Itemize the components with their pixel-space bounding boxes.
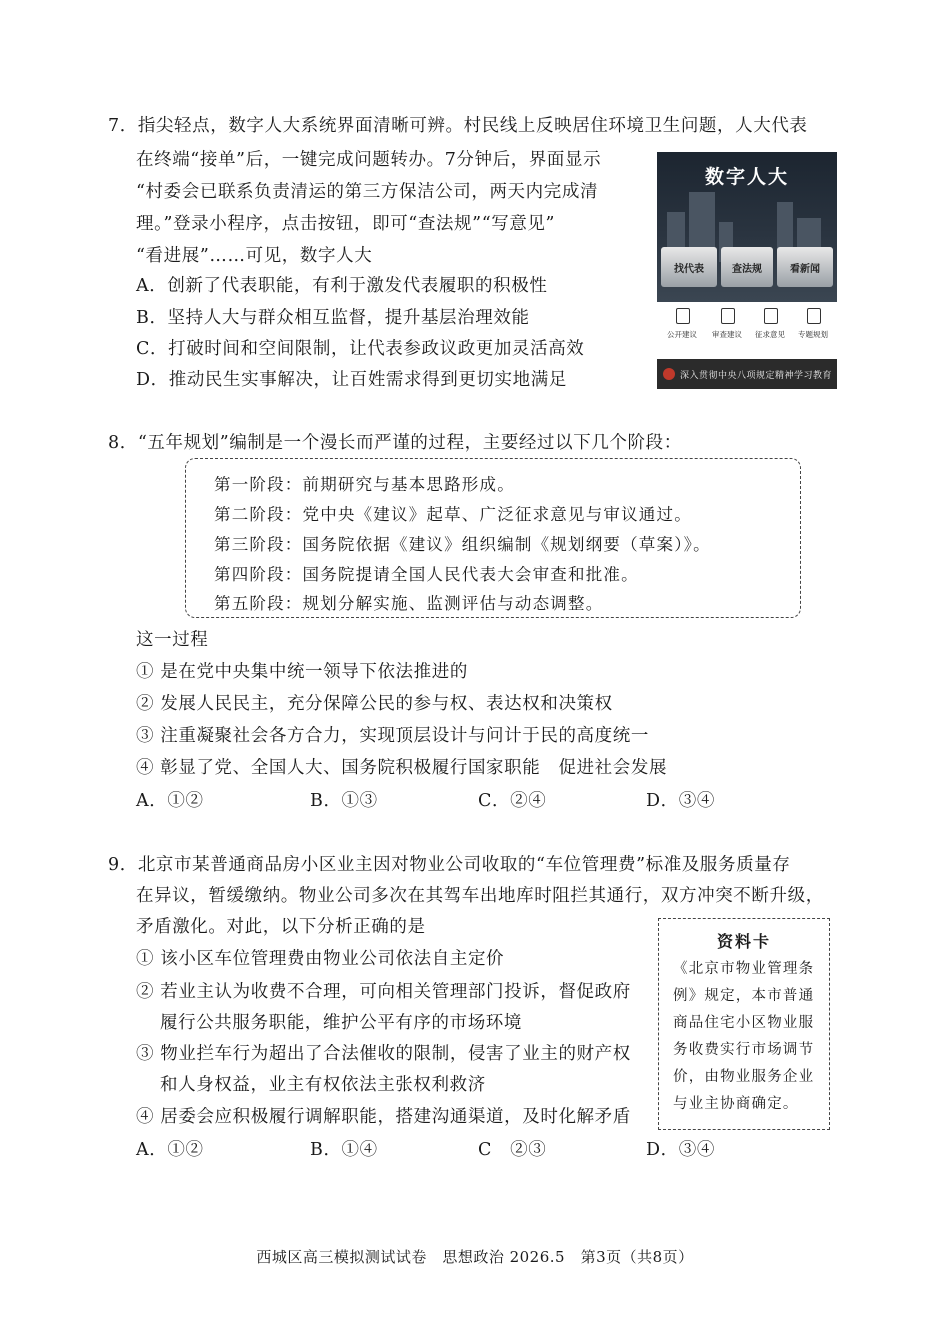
stage-4: 第四阶段：国务院提请全国人民代表大会审查和批准。 <box>214 565 639 584</box>
resource-card-line: 《北京市物业管理条 <box>673 961 815 977</box>
q8-answer-c: C．②④ <box>478 791 547 811</box>
q7-option-c: C．打破时间和空间限制，让代表参政议政更加灵活高效 <box>136 339 585 359</box>
page-footer: 西城区高三模拟测试试卷 思想政治 2026.5 第3页（共8页） <box>256 1248 694 1266</box>
q7-option-a: A．创新了代表职能，有利于激发代表履职的积极性 <box>136 276 548 296</box>
q7-stem-line-4: 理。”登录小程序，点击按钮，即可“查法规”“写意见” <box>136 214 556 234</box>
q7-stem-line-1: 7．指尖轻点，数字人大系统界面清晰可辨。村民线上反映居住环境卫生问题，人大代表 <box>108 116 808 136</box>
tile-news: 看新闻 <box>777 247 833 287</box>
q7-stem-line-5: “看进展”……可见，数字人大 <box>136 246 373 266</box>
q9-item-4: ④ 居委会应积极履行调解职能，搭建沟通渠道，及时化解矛盾 <box>136 1107 631 1127</box>
resource-card-line: 与业主协商确定。 <box>673 1096 799 1112</box>
q9-answer-c: C ②③ <box>478 1140 547 1160</box>
q9-answer-d: D．③④ <box>646 1140 715 1160</box>
icon-label: 专题规划 <box>798 330 828 339</box>
q8-answer-d: D．③④ <box>646 791 715 811</box>
banner-text: 深入贯彻中央八项规定精神学习教育 <box>680 370 833 381</box>
q9-item-1: ① 该小区车位管理费由物业公司依法自主定价 <box>136 949 505 969</box>
q7-option-b: B．坚持人大与群众相互监督，提升基层治理效能 <box>136 308 530 328</box>
stage-1: 第一阶段：前期研究与基本思路形成。 <box>214 475 515 494</box>
digital-npc-app-image <box>657 152 837 392</box>
q8-answer-b: B．①③ <box>310 791 378 811</box>
stage-5: 第五阶段：规划分解实施、监测评估与动态调整。 <box>214 594 604 613</box>
icon-label: 公开建议 <box>667 330 697 339</box>
resource-card <box>658 918 830 1130</box>
document-icon <box>721 308 735 324</box>
q8-item-4: ④ 彰显了党、全国人大、国务院积极履行国家职能 促进社会发展 <box>136 758 668 778</box>
resource-card-line: 商品住宅小区物业服 <box>673 1015 815 1031</box>
q8-item-3: ③ 注重凝聚社会各方合力，实现顶层设计与问计于民的高度统一 <box>136 726 649 746</box>
q9-item-2-cont: 履行公共服务职能，维护公平有序的市场环境 <box>160 1013 522 1033</box>
document-icon <box>807 308 821 324</box>
q7-stem-line-2: 在终端“接单”后，一键完成问题转办。7分钟后，界面显示 <box>136 150 602 170</box>
tile-check-law: 查法规 <box>721 247 773 287</box>
q8-stem: 8．“五年规划”编制是一个漫长而严谨的过程，主要经过以下几个阶段： <box>108 433 682 453</box>
document-icon <box>676 308 690 324</box>
q9-answer-a: A．①② <box>136 1140 204 1160</box>
q9-answer-b: B．①④ <box>310 1140 378 1160</box>
emblem-icon <box>663 368 675 380</box>
stage-3: 第三阶段：国务院依据《建议》组织编制《规划纲要（草案）》。 <box>214 535 711 554</box>
q9-item-3-cont: 和人身权益，业主有权依法主张权利救济 <box>160 1075 486 1095</box>
resource-card-title: 资料卡 <box>716 932 771 951</box>
stage-2: 第二阶段：党中央《建议》起草、广泛征求意见与审议通过。 <box>214 505 692 524</box>
q9-item-2: ② 若业主认为收费不合理，可向相关管理部门投诉，督促政府 <box>136 982 631 1002</box>
q8-item-1: ① 是在党中央集中统一领导下依法推进的 <box>136 662 468 682</box>
q8-lead: 这一过程 <box>136 630 209 650</box>
app-title: 数字人大 <box>704 166 789 188</box>
icon-label: 征求意见 <box>755 330 785 339</box>
resource-card-line: 价，由物业服务企业 <box>673 1069 815 1085</box>
q8-item-2: ② 发展人民民主，充分保障公民的参与权、表达权和决策权 <box>136 694 613 714</box>
q9-item-3: ③ 物业拦车行为超出了合法催收的限制，侵害了业主的财产权 <box>136 1044 631 1064</box>
q8-answer-a: A．①② <box>136 791 204 811</box>
q9-stem-line-2: 在异议，暂缓缴纳。物业公司多次在其驾车出地库时阻拦其通行，双方冲突不断升级， <box>136 886 824 906</box>
q7-option-d: D．推动民生实事解决，让百姓需求得到更切实地满足 <box>136 370 567 390</box>
app-header <box>657 152 837 302</box>
app-icon-row <box>657 302 837 352</box>
resource-card-line: 务收费实行市场调节 <box>673 1042 815 1058</box>
q9-stem-line-3: 矛盾激化。对此，以下分析正确的是 <box>136 917 426 937</box>
document-icon <box>764 308 778 324</box>
app-banner <box>657 359 837 389</box>
tile-find-deputy: 找代表 <box>661 247 717 287</box>
resource-card-line: 例》规定，本市普通 <box>673 988 815 1004</box>
q7-stem-line-3: “村委会已联系负责清运的第三方保洁公司，两天内完成清 <box>136 182 599 202</box>
icon-label: 审查建议 <box>712 330 742 339</box>
q9-stem-line-1: 9．北京市某普通商品房小区业主因对物业公司收取的“车位管理费”标准及服务质量存 <box>108 855 791 875</box>
